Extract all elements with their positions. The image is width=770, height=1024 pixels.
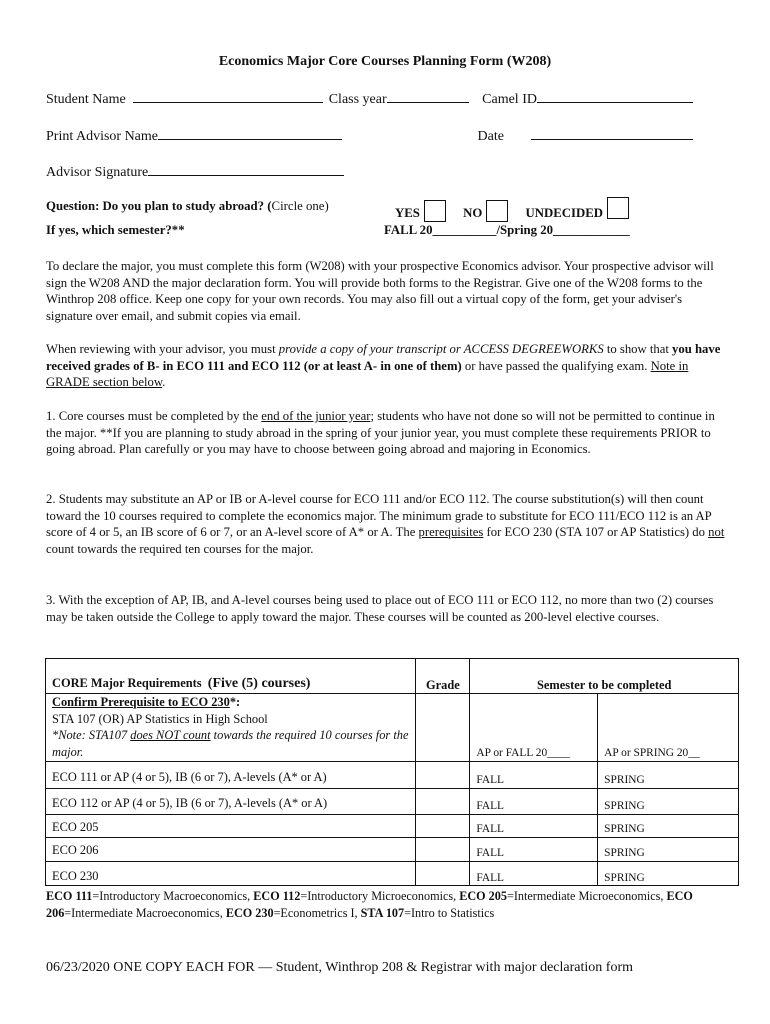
course-cell: ECO 230	[46, 862, 416, 886]
text-span: ECO 205	[459, 889, 507, 903]
spring-cell[interactable]: SPRING	[598, 762, 739, 789]
signature-row	[46, 163, 344, 181]
text-span: provide a copy of your transcript or ACCESS DEGREEWORKS	[278, 342, 604, 356]
text-span: ECO 206	[46, 889, 693, 920]
grade-cell[interactable]	[416, 694, 470, 762]
course-cell: ECO 206	[46, 838, 416, 862]
text-span: (Five (5) courses)	[207, 676, 311, 691]
spring-cell[interactable]: SPRING	[598, 838, 739, 862]
date-field[interactable]	[531, 127, 693, 140]
paragraph-declare	[46, 258, 731, 324]
text-span: When reviewing with your advisor, you must	[46, 342, 279, 356]
camel-id-label: Camel ID	[482, 92, 537, 107]
text-span: or have passed the qualifying exam.	[461, 358, 651, 373]
text-span: 1. Core courses must be completed by the	[46, 409, 262, 423]
fall-cell[interactable]: FALL	[470, 789, 598, 815]
student-name-field[interactable]	[133, 90, 323, 103]
course-cell: ECO 205	[46, 815, 416, 838]
grade-cell[interactable]	[416, 815, 470, 838]
text-span: STA 107	[360, 905, 405, 920]
paragraph-review	[46, 341, 731, 391]
spring-cell[interactable]: AP or SPRING 20__	[598, 694, 739, 762]
fall-semester-field[interactable]: FALL 20__________	[384, 223, 497, 237]
text-span: you have received grades of B- in ECO 111 and ECO 112 (or at least A- in one of them)	[46, 342, 721, 373]
header-requirements	[46, 659, 416, 694]
table-row	[46, 838, 739, 862]
no-checkbox[interactable]	[486, 200, 508, 222]
table-row	[46, 862, 739, 886]
spring-cell[interactable]: SPRING	[598, 815, 739, 838]
semester-question: If yes, which semester?**	[46, 223, 185, 237]
header-semester: Semester to be completed	[470, 659, 739, 694]
text-span: end of the junior year	[261, 409, 371, 423]
grade-cell[interactable]	[416, 789, 470, 815]
grade-cell[interactable]	[416, 862, 470, 886]
text-span: ECO 112	[253, 889, 301, 903]
text-span: not	[708, 525, 725, 540]
course-legend	[46, 888, 736, 921]
text-span: =Intro to Statistics	[404, 905, 495, 920]
fall-cell[interactable]: FALL	[470, 838, 598, 862]
text-span: to show that	[603, 342, 673, 356]
text-span: .	[162, 375, 166, 390]
text-span: 2. Students may substitute an AP or IB or A-level course for ECO 111 and/or ECO 112. The course substitution(s) will then count toward the 10 courses required to complete the economics major. The minimum grade to substitute for ECO 111/ECO 112 is an AP score of 4 or 5, an IB score of 6 or 7, or an A-level score of A* or A. The	[46, 492, 712, 540]
prereq-cell	[46, 694, 416, 762]
text-span: towards the required 10 courses for the major.	[52, 728, 409, 759]
student-name-label: Student Name	[46, 92, 126, 107]
text-span: STA 107 (OR) AP Statistics in High School	[52, 711, 268, 726]
table-header-row	[46, 659, 739, 694]
text-span: CORE Major Requirements	[52, 676, 202, 690]
course-cell: ECO 111 or AP (4 or 5), IB (6 or 7), A-levels (A* or A)	[46, 762, 416, 789]
page-title: Economics Major Core Courses Planning Form (W208)	[218, 54, 552, 69]
class-year-label: Class year	[328, 92, 387, 107]
fall-cell[interactable]: AP or FALL 20____	[470, 694, 598, 762]
date-label: Date	[477, 129, 504, 144]
course-cell: ECO 112 or AP (4 or 5), IB (6 or 7), A-levels (A* or A)	[46, 789, 416, 815]
table-row	[46, 694, 739, 762]
circle-one-label: Circle one)	[271, 199, 329, 213]
text-span: ECO 230	[225, 905, 274, 920]
paragraph-rule-2	[46, 491, 731, 557]
text-span: =Intermediate Microeconomics,	[506, 889, 667, 903]
advisor-signature-label: Advisor Signature	[46, 165, 149, 180]
page-footer: 06/23/2020 ONE COPY EACH FOR — Student, Winthrop 208 & Registrar with major declaration form	[46, 960, 633, 975]
undecided-checkbox[interactable]	[607, 197, 629, 219]
advisor-row	[46, 127, 693, 145]
text-span: does NOT count	[130, 728, 211, 742]
paragraph-text: 3. With the exception of AP, IB, and A-level courses being used to place out of ECO 111 or ECO 112, no more than two (2) courses may be taken outside the College to apply toward the major. These courses will be counted as 200-level elective courses.	[46, 593, 714, 624]
text-span: *Note: STA107	[52, 728, 131, 742]
grade-cell[interactable]	[416, 762, 470, 789]
spring-cell[interactable]: SPRING	[598, 789, 739, 815]
undecided-label: UNDECIDED	[525, 206, 604, 220]
print-advisor-field[interactable]	[158, 127, 342, 140]
text-span: ; students who have not done so will not be permitted to continue in the major. **If you are planning to study abroad in the spring of your junior year, you must complete these requirements PRIOR to going abroad. Plan carefully or you may have to choose between going abroad and majoring in Economics.	[46, 409, 715, 457]
answer-options	[395, 197, 629, 222]
spring-cell[interactable]: SPRING	[598, 862, 739, 886]
yes-label: YES	[395, 206, 420, 220]
text-span: Note in GRADE section below	[46, 358, 689, 390]
text-span: count towards the required ten courses for the major.	[46, 541, 314, 556]
semester-choice	[384, 223, 630, 238]
text-span: =Introductory Microeconomics,	[300, 889, 460, 903]
text-span: for ECO 230 (STA 107 or AP Statistics) do	[483, 525, 709, 540]
text-span: =Intermediate Macroeconomics,	[64, 905, 226, 920]
table-row	[46, 762, 739, 789]
core-requirements-table	[45, 658, 739, 886]
study-abroad-question	[46, 199, 329, 214]
class-year-field[interactable]	[387, 90, 469, 103]
header-grade: Grade	[416, 659, 470, 694]
yes-checkbox[interactable]	[424, 200, 446, 222]
text-span: *:	[229, 695, 241, 709]
text-span: =Introductory Macroeconomics,	[92, 889, 254, 903]
text-span: Confirm Prerequisite to ECO 230	[52, 695, 230, 709]
text-span: prerequisites	[418, 525, 484, 540]
student-info-row	[46, 90, 693, 108]
table-row	[46, 815, 739, 838]
grade-cell[interactable]	[416, 838, 470, 862]
paragraph-rule-1	[46, 408, 731, 458]
paragraph-text: To declare the major, you must complete this form (W208) with your prospective Economics advisor. Your prospective advisor will sign the W208 AND the major declaration form. You will provide both forms to the Registrar. Give one of the W208 forms to the Winthrop 208 office. Keep one copy for your own records. You may also fill out a virtual copy of the form, get your adviser's signature over email, and submit copies via email.	[46, 259, 714, 323]
fall-cell[interactable]: FALL	[470, 815, 598, 838]
no-label: NO	[463, 206, 483, 220]
text-span: =Econometrics I,	[273, 905, 361, 920]
camel-id-field[interactable]	[537, 90, 693, 103]
table-row	[46, 789, 739, 815]
print-advisor-label: Print Advisor Name	[46, 129, 158, 144]
fall-cell[interactable]: FALL	[470, 862, 598, 886]
fall-cell[interactable]: FALL	[470, 762, 598, 789]
paragraph-rule-3	[46, 592, 731, 625]
spring-semester-field[interactable]: /Spring 20____________	[496, 223, 630, 237]
advisor-signature-field[interactable]	[148, 163, 344, 176]
text-span: ECO 111	[46, 889, 93, 903]
question-prompt: Question: Do you plan to study abroad? (	[46, 199, 272, 213]
